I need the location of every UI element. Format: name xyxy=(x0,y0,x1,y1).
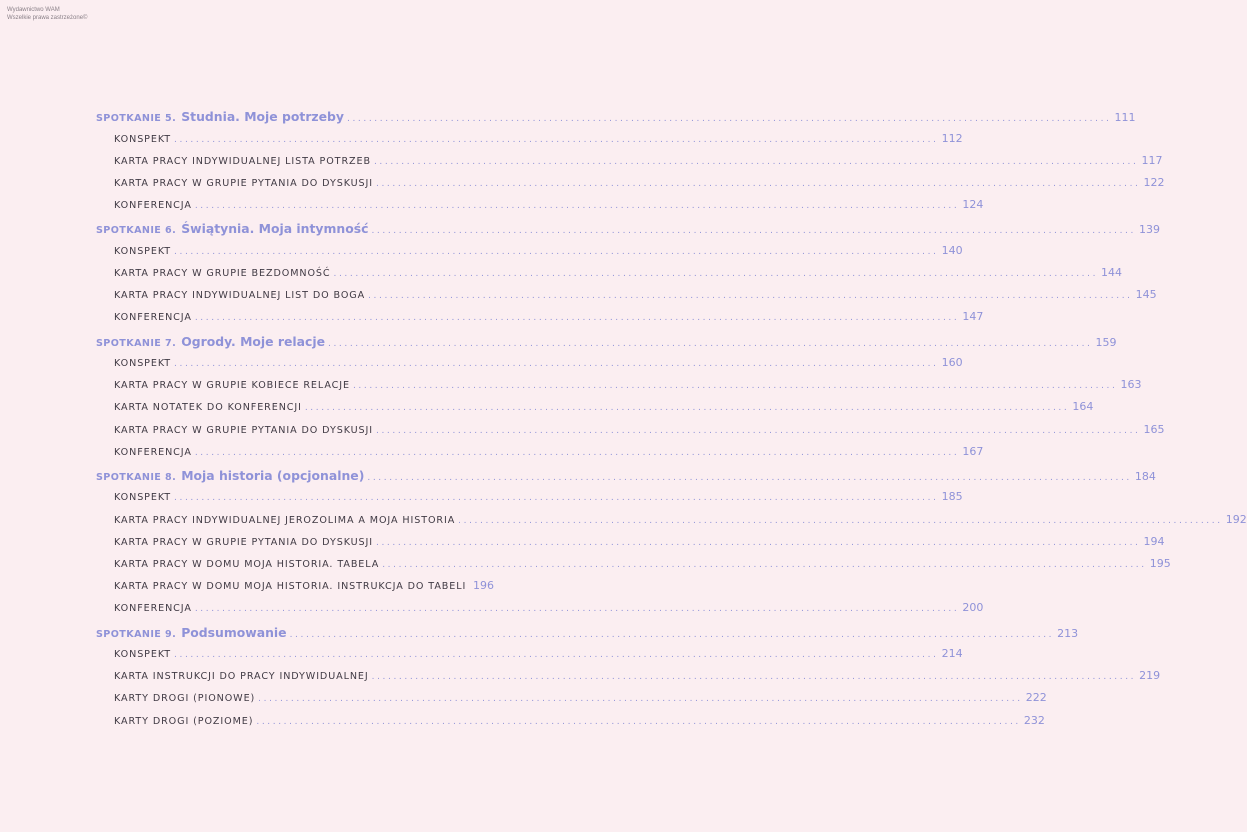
page-number: 147 xyxy=(962,310,984,324)
page-number: 195 xyxy=(1149,557,1171,570)
dot-leader: ............................................................................................................................................ xyxy=(371,672,1137,683)
page-number: 139 xyxy=(1138,223,1160,237)
dot-leader: ............................................................................................................................................ xyxy=(174,493,939,504)
dot-leader: ............................................................................................................................................ xyxy=(174,359,939,369)
page-number: 222 xyxy=(1025,691,1047,705)
entry-title: KARTA PRACY INDYWIDUALNEJ LISTA POTRZEB xyxy=(114,155,371,167)
section-name: Studnia. Moje potrzeby xyxy=(181,109,344,124)
dot-leader: ............................................................................................................................................ xyxy=(289,629,1055,640)
dot-leader: ............................................................................................................................................ xyxy=(367,472,1132,483)
page-number: 122 xyxy=(1143,175,1165,189)
toc-entry[interactable] xyxy=(96,194,984,216)
page-number: 112 xyxy=(941,131,963,145)
entry-title: KONSPEKT xyxy=(114,245,172,257)
toc-section-heading[interactable] xyxy=(96,104,1136,128)
page-number: 140 xyxy=(941,243,963,257)
page-number: 232 xyxy=(1023,713,1045,727)
entry-title: KONSPEKT xyxy=(114,492,172,504)
page-number: 160 xyxy=(941,356,963,369)
page-number: 167 xyxy=(962,444,984,458)
page-number: 159 xyxy=(1095,335,1117,349)
entry-title: KONSPEKT xyxy=(114,133,172,145)
section-prefix: SPOTKANIE 8. xyxy=(96,471,177,483)
dot-leader: ............................................................................................................................................ xyxy=(333,268,1099,279)
toc-entry[interactable] xyxy=(96,486,963,508)
page-number: 144 xyxy=(1101,265,1123,279)
toc-section-heading[interactable] xyxy=(96,329,1117,353)
toc-entry[interactable] xyxy=(96,396,1094,418)
page-number: 164 xyxy=(1072,400,1094,414)
dot-leader: ............................................................................................................................................ xyxy=(194,201,960,212)
toc-entry[interactable] xyxy=(96,710,1045,732)
entry-title: KARTA PRACY W GRUPIE PYTANIA DO DYSKUSJI xyxy=(114,177,373,189)
section-title xyxy=(96,104,344,131)
toc-section-heading[interactable] xyxy=(96,620,1079,644)
entry-title: KARTA PRACY W GRUPIE PYTANIA DO DYSKUSJI xyxy=(114,424,373,436)
entry-title: KARTA PRACY W DOMU MOJA HISTORIA. INSTRUKCJA DO TABELI xyxy=(114,581,467,593)
dot-leader: ............................................................................................................................................ xyxy=(376,537,1141,548)
dot-leader: ............................................................................................................................................ xyxy=(174,246,939,257)
entry-title: KARTA INSTRUKCJI DO PRACY INDYWIDUALNEJ xyxy=(114,671,369,683)
entry-title: KONFERENCJA xyxy=(114,603,192,615)
page-number: 194 xyxy=(1143,534,1165,548)
toc-entry[interactable] xyxy=(96,150,1163,172)
toc-entry[interactable] xyxy=(96,284,1157,306)
toc-entry[interactable] xyxy=(96,374,1142,396)
page-number: 111 xyxy=(1114,111,1136,124)
dot-leader: ............................................................................................................................................ xyxy=(376,178,1141,189)
page-number: 163 xyxy=(1120,378,1142,392)
dot-leader: ............................................................................................................................................ xyxy=(347,114,1112,124)
entry-title: KARTY DROGI (POZIOME) xyxy=(114,715,254,727)
page-number: 200 xyxy=(962,601,984,615)
dot-leader: ............................................................................................................................................ xyxy=(304,403,1070,414)
dot-leader: ............................................................................................................................................ xyxy=(194,604,960,615)
dot-leader: ............................................................................................................................................ xyxy=(258,694,1023,705)
dot-leader: ............................................................................................................................................ xyxy=(256,716,1021,727)
toc-entry[interactable] xyxy=(96,128,963,150)
section-title xyxy=(96,329,325,356)
section-name: Podsumowanie xyxy=(181,624,287,640)
toc-section-heading[interactable] xyxy=(96,216,1160,240)
entry-title: KARTA PRACY W GRUPIE BEZDOMNOŚĆ xyxy=(114,267,331,279)
toc-entry[interactable] xyxy=(96,306,984,328)
entry-title: KONSPEKT xyxy=(114,358,172,369)
dot-leader: ............................................................................................................................................ xyxy=(458,515,1223,526)
page-number: 185 xyxy=(941,490,963,504)
section-prefix: SPOTKANIE 6. xyxy=(96,225,177,237)
entry-title: KARTA NOTATEK DO KONFERENCJI xyxy=(114,402,302,414)
section-prefix: SPOTKANIE 9. xyxy=(96,628,177,640)
publisher-notice xyxy=(7,6,87,22)
toc-entry[interactable] xyxy=(96,419,1165,441)
entry-title: KONFERENCJA xyxy=(114,446,192,458)
entry-title: KONSPEKT xyxy=(114,649,172,661)
toc-entry[interactable] xyxy=(96,665,1161,687)
dot-leader: ............................................................................................................................................ xyxy=(174,134,939,145)
toc-entry[interactable] xyxy=(96,172,1165,194)
page-number: 184 xyxy=(1134,469,1156,483)
toc-entry[interactable] xyxy=(96,352,963,374)
toc-entry[interactable] xyxy=(96,687,1047,709)
dot-leader: ............................................................................................................................................ xyxy=(194,313,960,324)
dot-leader: ............................................................................................................................................ xyxy=(368,291,1133,302)
section-prefix: SPOTKANIE 7. xyxy=(96,337,177,349)
page-number: 214 xyxy=(941,647,963,661)
section-prefix: SPOTKANIE 5. xyxy=(96,113,177,124)
page-number: 219 xyxy=(1139,669,1161,683)
section-name: Świątynia. Moja intymność xyxy=(181,221,369,237)
page-number: 145 xyxy=(1135,288,1157,302)
toc-entry[interactable] xyxy=(96,643,963,665)
toc-entry[interactable] xyxy=(96,553,1171,575)
toc-entry[interactable] xyxy=(96,262,1123,284)
toc-entry[interactable] xyxy=(96,509,1247,531)
entry-title: KARTA PRACY W GRUPIE KOBIECE RELACJE xyxy=(114,380,350,392)
section-title xyxy=(96,463,364,490)
section-name: Moja historia (opcjonalne) xyxy=(181,467,365,483)
toc-entry[interactable] xyxy=(96,597,984,619)
dot-leader: ............................................................................................................................................ xyxy=(194,447,960,458)
section-title xyxy=(96,216,368,243)
rights-notice: Wszelkie prawa zastrzeżone© xyxy=(7,15,88,21)
toc-section-heading[interactable] xyxy=(96,463,1156,487)
page-number: 196 xyxy=(473,579,494,593)
toc-entry[interactable] xyxy=(96,441,984,463)
page-number: 165 xyxy=(1143,422,1165,436)
section-title xyxy=(96,620,287,647)
dot-leader xyxy=(469,576,470,598)
dot-leader: ............................................................................................................................................ xyxy=(376,425,1141,436)
entry-title: KARTA PRACY INDYWIDUALNEJ LIST DO BOGA xyxy=(114,290,366,302)
dot-leader: ............................................................................................................................................ xyxy=(373,156,1139,167)
publisher-name: Wydawnictwo WAM xyxy=(7,7,60,13)
toc-entry[interactable] xyxy=(96,531,1165,553)
entry-title: KARTA PRACY W DOMU MOJA HISTORIA. TABELA xyxy=(114,559,380,570)
dot-leader: ............................................................................................................................................ xyxy=(352,381,1118,392)
entry-title: KARTA PRACY INDYWIDUALNEJ JEROZOLIMA A MOJA HISTORIA xyxy=(114,514,456,526)
dot-leader: ............................................................................................................................................ xyxy=(382,560,1147,570)
entry-title: KARTY DROGI (PIONOWE) xyxy=(114,693,256,705)
dot-leader: ............................................................................................................................................ xyxy=(328,338,1093,349)
page-number: 117 xyxy=(1141,153,1163,167)
page-number: 213 xyxy=(1057,626,1079,640)
entry-title: KONFERENCJA xyxy=(114,200,192,212)
entry-title: KARTA PRACY W GRUPIE PYTANIA DO DYSKUSJI xyxy=(114,536,373,548)
dot-leader: ............................................................................................................................................ xyxy=(174,650,939,661)
dot-leader: ............................................................................................................................................ xyxy=(371,226,1136,237)
page-number: 192 xyxy=(1225,512,1247,526)
entry-title: KONFERENCJA xyxy=(114,312,192,324)
table-of-contents xyxy=(96,104,1247,732)
toc-entry[interactable] xyxy=(96,575,494,597)
toc-entry[interactable] xyxy=(96,240,963,262)
page-number: 124 xyxy=(962,198,984,212)
section-name: Ogrody. Moje relacje xyxy=(181,333,325,349)
